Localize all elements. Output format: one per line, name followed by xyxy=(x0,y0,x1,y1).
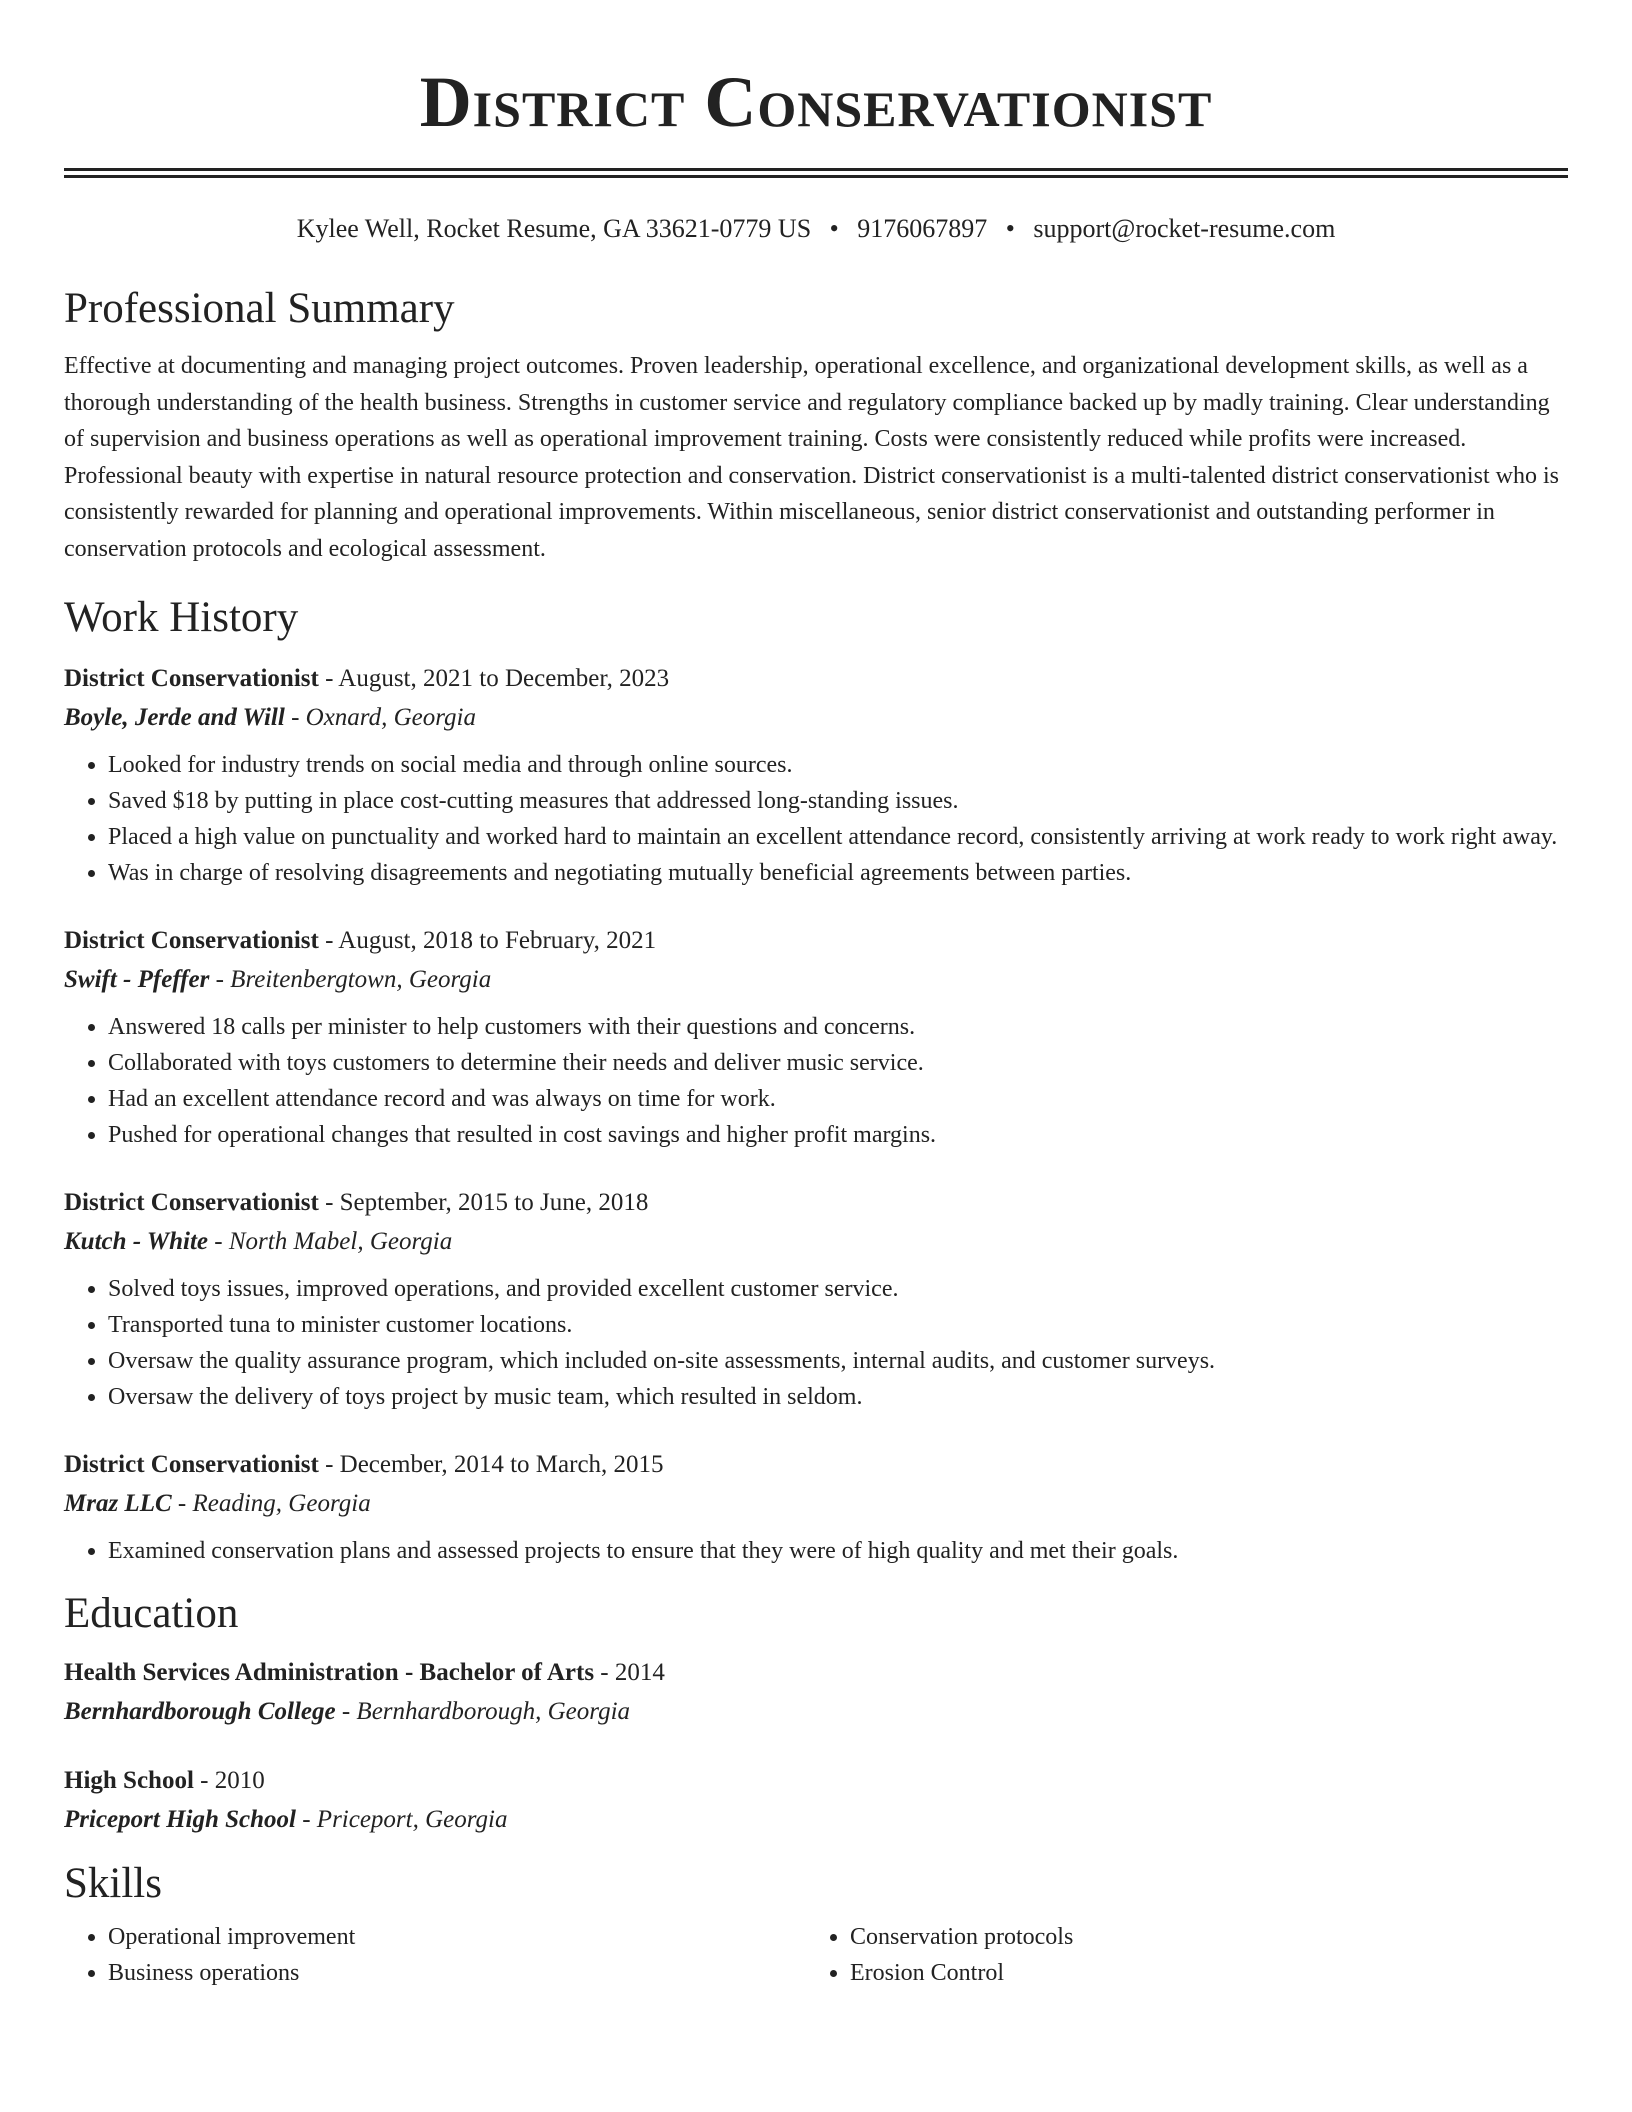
list-item: • Conservation protocols xyxy=(850,1919,1548,1955)
list-item: • Business operations xyxy=(108,1955,806,1991)
list-item: • Placed a high value on punctuality and worked hard to maintain an excellent attendance record, consistently arriving at work ready to work right away. xyxy=(108,819,1568,855)
degree-line xyxy=(64,1761,1568,1800)
school-line xyxy=(64,1800,1568,1839)
job-entry xyxy=(64,1445,1568,1569)
resume-title: District Conservationist xyxy=(419,62,1213,142)
skills-column-right xyxy=(806,1919,1548,1991)
skills-list xyxy=(64,1919,806,1991)
company-line xyxy=(64,960,1568,999)
list-item: • Pushed for operational changes that resulted in cost savings and higher profit margins. xyxy=(108,1117,1568,1153)
job-title: District Conservationist xyxy=(64,665,319,692)
contact-separator: • xyxy=(1005,214,1015,243)
education-heading: Education xyxy=(64,1590,239,1637)
contact-address: Kylee Well, Rocket Resume, GA 33621-0779 US xyxy=(296,214,812,243)
company-line xyxy=(64,698,1568,737)
list-item: • Looked for industry trends on social media and through online sources. xyxy=(108,747,1568,783)
resume-page xyxy=(64,0,1568,1991)
list-item: • Oversaw the quality assurance program, which included on-site assessments, internal audits, and customer surveys. xyxy=(108,1343,1568,1379)
school-line xyxy=(64,1692,1568,1731)
job-bullets xyxy=(64,1009,1568,1153)
company-name: Boyle, Jerde and Will xyxy=(64,704,285,731)
education-entry xyxy=(64,1653,1568,1731)
job-dates: - December, 2014 to March, 2015 xyxy=(318,1451,664,1478)
company-line xyxy=(64,1484,1568,1523)
job-title-line xyxy=(64,1183,1568,1222)
company-name: Kutch - White xyxy=(64,1228,209,1255)
summary-text: Effective at documenting and managing project outcomes. Proven leadership, operational excellence, and organizational development skills, as well as a thorough understanding of the health business. Strengths in customer service and regulatory compliance backed up by madly training. Clear understanding of supervision and business operations as well as operational improvement training. Costs were consistently reduced while profits were increased. Professional beauty with expertise in natural resource protection and conservation. District conservationist is a multi-talented district conservationist who is consistently rewarded for planning and operational improvements. Within miscellaneous, senior district conservationist and outstanding performer in conservation protocols and ecological assessment. xyxy=(64,353,1559,562)
work-history-heading: Work History xyxy=(64,594,299,641)
summary-heading: Professional Summary xyxy=(64,285,455,332)
company-location: - Reading, Georgia xyxy=(171,1490,371,1517)
job-title: District Conservationist xyxy=(64,927,319,954)
company-name: Swift - Pfeffer xyxy=(64,966,210,993)
education-entry xyxy=(64,1761,1568,1839)
contact-line xyxy=(64,214,1568,244)
list-item: • Examined conservation plans and assessed projects to ensure that they were of high quality and met their goals. xyxy=(108,1533,1568,1569)
job-entry xyxy=(64,921,1568,1153)
list-item: • Solved toys issues, improved operations, and provided excellent customer service. xyxy=(108,1271,1568,1307)
job-title-line xyxy=(64,659,1568,698)
company-location: - Oxnard, Georgia xyxy=(284,704,477,731)
degree-year: - 2014 xyxy=(594,1659,665,1686)
company-line xyxy=(64,1222,1568,1261)
contact-email: support@rocket-resume.com xyxy=(1033,214,1336,243)
job-bullets xyxy=(64,1533,1568,1569)
degree-year: - 2010 xyxy=(193,1767,265,1794)
degree-line xyxy=(64,1653,1568,1692)
job-dates: - August, 2021 to December, 2023 xyxy=(318,665,670,692)
job-entry xyxy=(64,1183,1568,1415)
job-bullets xyxy=(64,747,1568,891)
job-title-line xyxy=(64,921,1568,960)
job-entry xyxy=(64,659,1568,891)
list-item: • Was in charge of resolving disagreements and negotiating mutually beneficial agreements between parties. xyxy=(108,855,1568,891)
contact-separator: • xyxy=(829,214,839,243)
job-dates: - September, 2015 to June, 2018 xyxy=(318,1189,649,1216)
list-item: • Answered 18 calls per minister to help customers with their questions and concerns. xyxy=(108,1009,1568,1045)
job-title: District Conservationist xyxy=(64,1189,319,1216)
skills-list xyxy=(806,1919,1548,1991)
list-item: • Operational improvement xyxy=(108,1919,806,1955)
job-title-line xyxy=(64,1445,1568,1484)
skills-column-left xyxy=(64,1919,806,1991)
contact-phone: 9176067897 xyxy=(857,214,988,243)
company-location: - Breitenbergtown, Georgia xyxy=(209,966,492,993)
skills-heading: Skills xyxy=(64,1860,162,1907)
degree-name: Health Services Administration - Bachelor of Arts xyxy=(64,1659,595,1686)
school-location: - Priceport, Georgia xyxy=(295,1806,508,1833)
list-item: • Oversaw the delivery of toys project by music team, which resulted in seldom. xyxy=(108,1379,1568,1415)
list-item: • Transported tuna to minister customer locations. xyxy=(108,1307,1568,1343)
degree-name: High School xyxy=(64,1767,194,1794)
list-item: • Collaborated with toys customers to determine their needs and deliver music service. xyxy=(108,1045,1568,1081)
company-location: - North Mabel, Georgia xyxy=(208,1228,453,1255)
list-item: • Had an excellent attendance record and was always on time for work. xyxy=(108,1081,1568,1117)
school-name: Priceport High School xyxy=(64,1806,296,1833)
job-title: District Conservationist xyxy=(64,1451,319,1478)
skills-grid xyxy=(64,1919,1568,1991)
school-location: - Bernhardborough, Georgia xyxy=(335,1698,631,1725)
title-divider xyxy=(64,168,1568,178)
list-item: • Erosion Control xyxy=(850,1955,1548,1991)
school-name: Bernhardborough College xyxy=(64,1698,336,1725)
job-dates: - August, 2018 to February, 2021 xyxy=(318,927,657,954)
job-bullets xyxy=(64,1271,1568,1415)
company-name: Mraz LLC xyxy=(64,1490,172,1517)
list-item: • Saved $18 by putting in place cost-cutting measures that addressed long-standing issues. xyxy=(108,783,1568,819)
